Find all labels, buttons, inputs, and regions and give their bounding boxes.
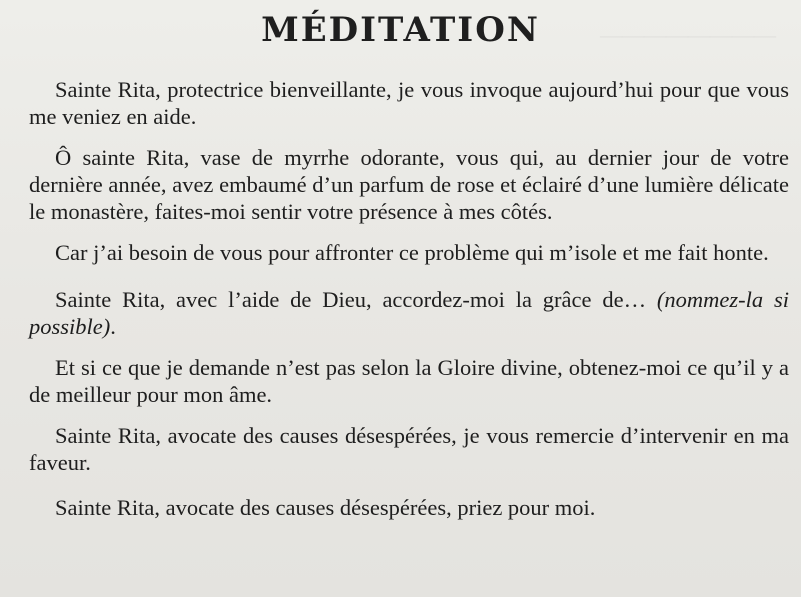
paragraph: Sainte Rita, avocate des causes désespérées, je vous remercie d’intervenir en ma faveur. [29,423,789,475]
paragraph: Ô sainte Rita, vase de myrrhe odorante, vous qui, au dernier jour de votre dernière année, avez embaumé d’un parfum de rose et éclairé d’une lumière délicate le monastère, faites-moi sentir votre présence à mes côtés. [29,145,789,224]
paragraph [29,286,789,340]
prayer-text [29,76,789,535]
page-title: MÉDITATION [261,10,540,50]
paragraph-text: Sainte Rita, avec l’aide de Dieu, accordez-moi la grâce de… [55,287,657,312]
paragraph: Et si ce que je demande n’est pas selon la Gloire divine, obtenez-moi ce qu’il y a de meilleur pour mon âme. [29,355,789,407]
bleed-through-text: ———————— [600,22,776,47]
paragraph-end: . [110,314,116,339]
paragraph: Sainte Rita, avocate des causes désespérées, priez pour moi. [55,495,596,520]
paragraph: Car j’ai besoin de vous pour affronter ce problème qui m’isole et me fait honte. [55,240,769,265]
paragraph: Sainte Rita, protectrice bienveillante, je vous invoque aujourd’hui pour que vous me veniez en aide. [29,77,789,129]
instruction-note: (nommez-la si possible) [29,287,789,339]
